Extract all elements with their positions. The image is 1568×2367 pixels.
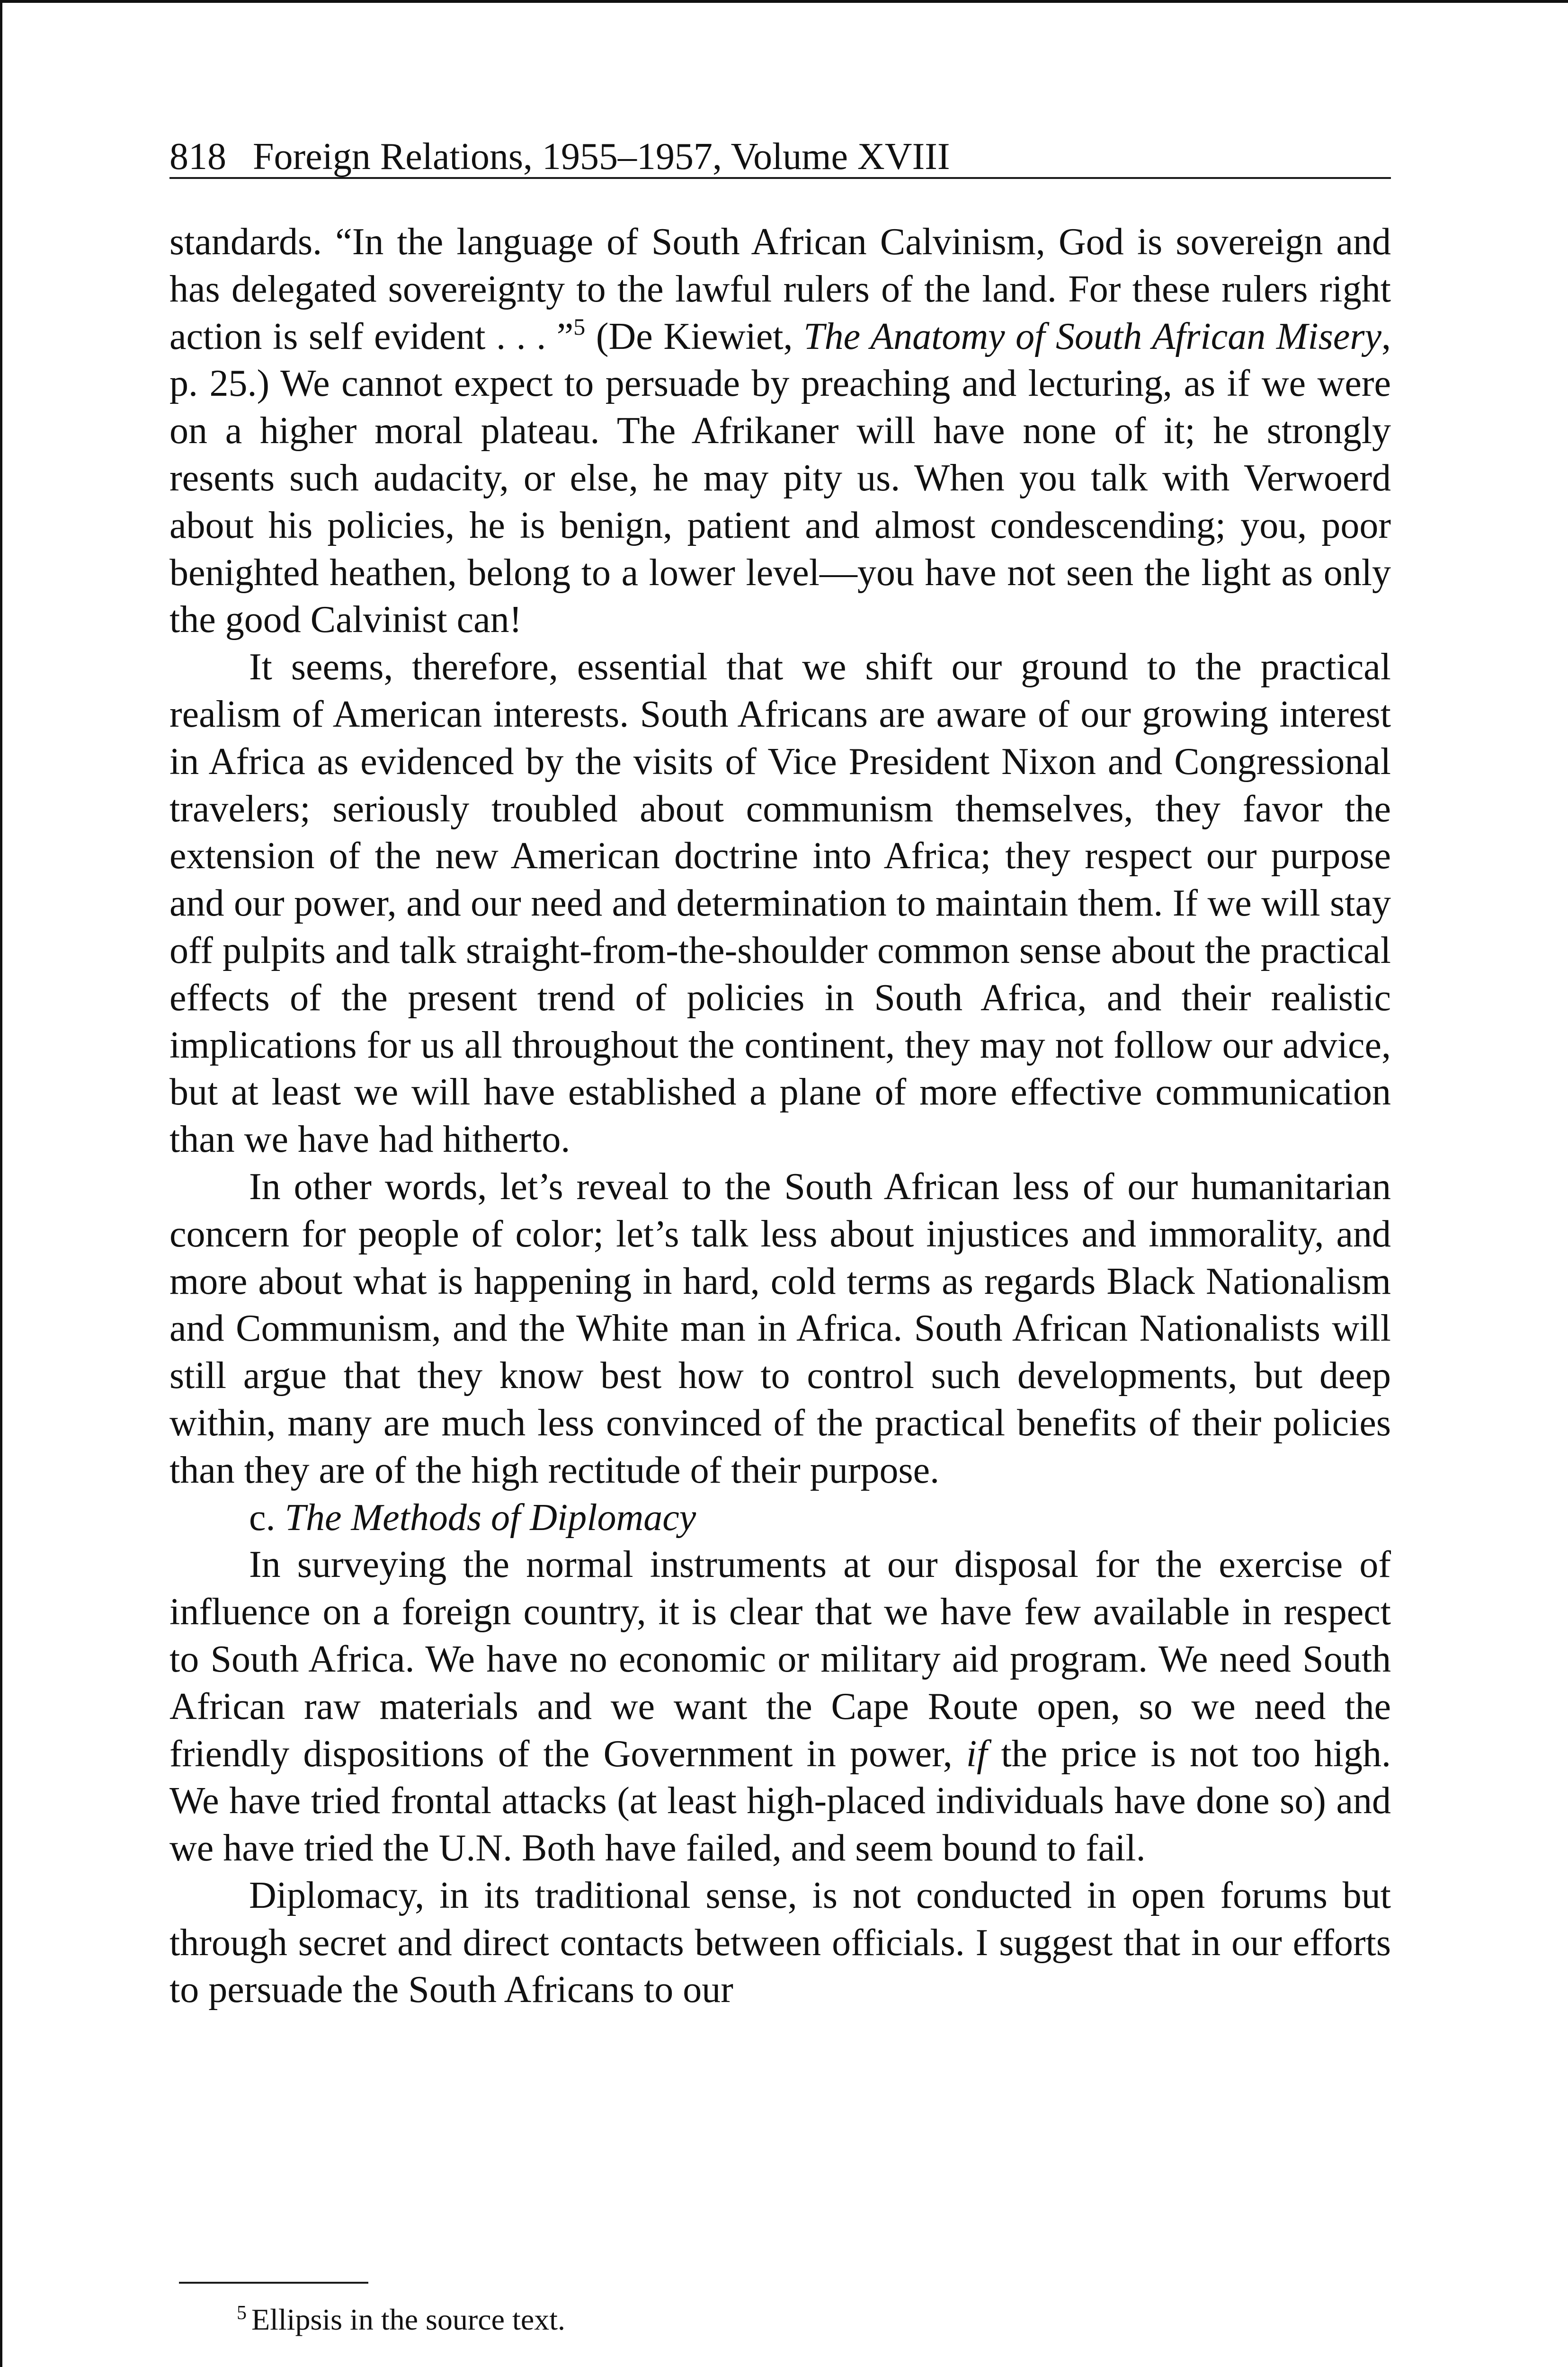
scan-border-left	[0, 0, 2, 2367]
scan-border-top	[0, 0, 1568, 3]
paragraph-2: It seems, therefore, essential that we shift our ground to the practical realism of American interests. South Africans are aware of our growing interest in Africa as evidenced by the visits of Vice President Nixon and Congressional travelers; seriously troubled about communism themselves, they favor the extension of the new American doctrine into Africa; they respect our purpose and our power, and our need and determination to maintain them. If we will stay off pulpits and talk straight-from-the-shoulder common sense about the practical effects of the present trend of policies in South Africa, and their realistic implications for us all throughout the continent, they may not follow our advice, but at least we will have established a plane of more effective communication than we have had hitherto.	[169, 646, 1391, 1161]
body-text	[169, 219, 1391, 2014]
paragraph-1-text-b: (De Kiewiet,	[585, 315, 804, 357]
footnote-divider	[179, 2282, 368, 2284]
page-number: 818	[169, 136, 226, 178]
paragraph-5: Diplomacy, in its traditional sense, is not conducted in open forums but through secret and direct contacts between officials. I suggest that in our efforts to persuade the South Africans to our	[169, 1874, 1391, 2011]
paragraph-1-text-a: standards. “In the language of South African Calvinism, God is sovereign and has delegated sovereignty to the lawful rulers of the land. For these rulers right action is self evident . . . ”	[169, 221, 1391, 357]
paragraph-3: In other words, let’s reveal to the South African less of our humanitarian concern for people of color; let’s talk less about injustices and immorality, and more about what is happening in hard, cold terms as regards Black Nationalism and Communism, and the White man in Africa. South African Nationalists will still argue that they know best how to control such developments, but deep within, many are much less convinced of the practical benefits of their policies than they are of the high rectitude of their purpose.	[169, 1166, 1391, 1491]
footnote-mark: 5	[237, 2302, 247, 2324]
section-label: c.	[249, 1496, 276, 1539]
paragraph-1-text-c: , p. 25.) We cannot expect to persuade by preaching and lecturing, as if we were on a higher moral plateau. The Afrikaner will have none of it; he strongly resents such audacity, or else, he may pity us. When you talk with Verwoerd about his policies, he is benign, patient and almost condescending; you, poor benighted heathen, belong to a lower level—you have not seen the light as only the good Calvinist can!	[169, 315, 1391, 641]
volume-title: Foreign Relations, 1955–1957, Volume XVIII	[253, 136, 950, 178]
footnote-text: Ellipsis in the source text.	[251, 2303, 565, 2336]
paragraph-1	[169, 219, 1391, 644]
paragraph-4-text-b: the price is not too high. We have tried frontal attacks (at least high-placed individuals have done so) and we have tried the U.N. Both have failed, and seem bound to fail.	[169, 1733, 1391, 1869]
emphasis-if: if	[966, 1733, 988, 1775]
paragraph-4	[169, 1541, 1391, 1872]
section-heading	[169, 1495, 1391, 1542]
book-title: The Anatomy of South African Misery	[803, 315, 1381, 357]
paragraph-4-text-a: In surveying the normal instruments at our disposal for the exercise of influence on a foreign country, it is clear that we have few available in respect to South Africa. We have no economic or military aid program. We need South African raw materials and we want the Cape Route open, so we need the friendly dispositions of the Government in power,	[169, 1544, 1391, 1775]
footnote-reference: 5	[573, 313, 586, 340]
footnote	[237, 2301, 565, 2342]
running-head	[169, 136, 1391, 179]
section-title: The Methods of Diplomacy	[285, 1496, 696, 1539]
